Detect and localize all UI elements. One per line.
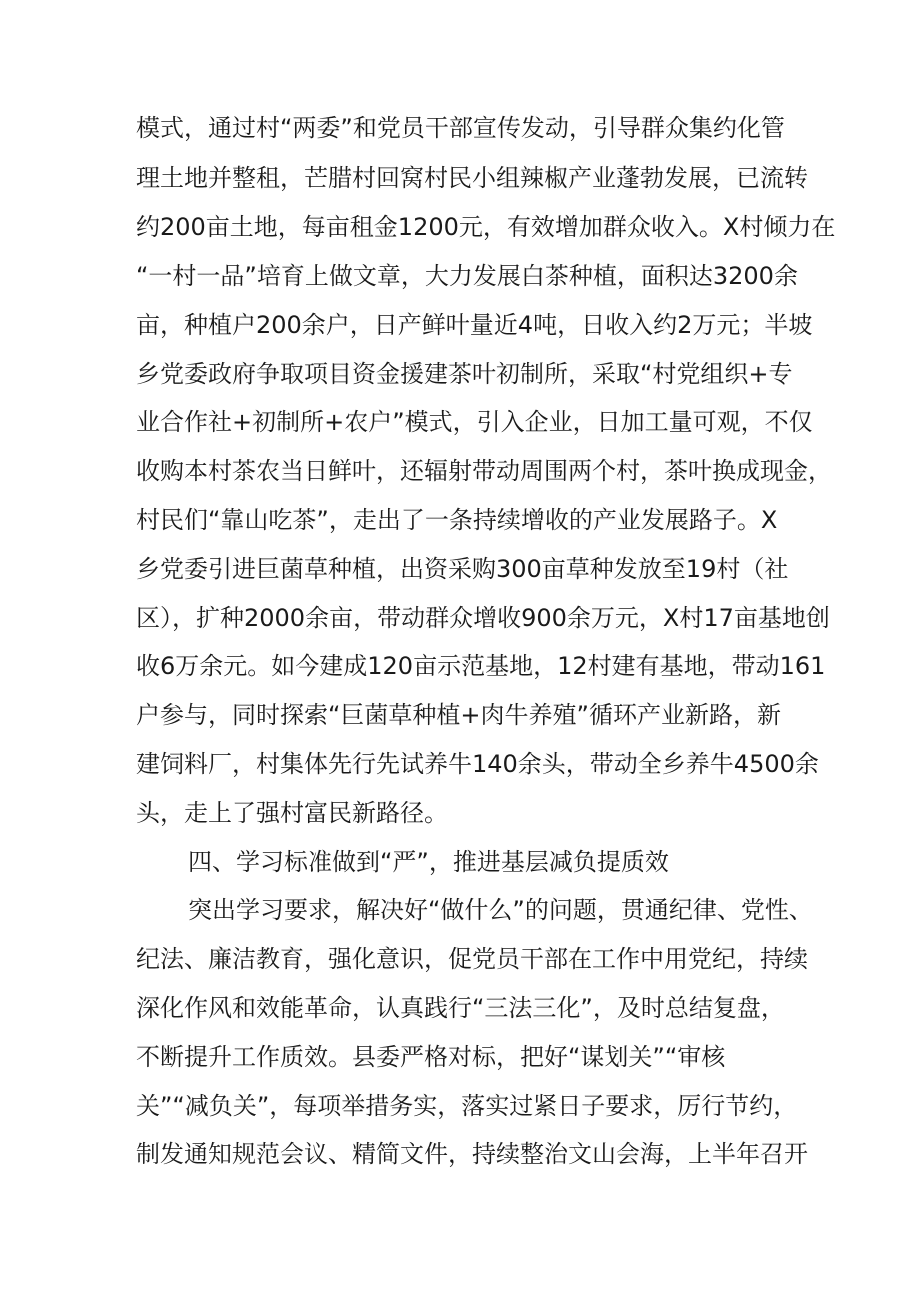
paragraph-line: 突出学习要求，解决好“做什么”的问题，贯通纪律、党性、 xyxy=(188,896,813,924)
paragraph-line: 头，走上了强村富民新路径。 xyxy=(136,799,448,827)
paragraph-line: 业合作社+初制所+农户”模式，引入企业，日加工量可观，不仅 xyxy=(136,408,813,436)
paragraph-line: 区），扩种2000余亩，带动群众增收900余万元，X村17亩基地创 xyxy=(136,604,830,632)
paragraph-line: 亩，种植户200余户，日产鲜叶量近4吨，日收入约2万元；半坡 xyxy=(136,311,813,339)
paragraph-line: 村民们“靠山吃茶”，走出了一条持续增收的产业发展路子。X xyxy=(136,506,778,534)
paragraph-line: 约200亩土地，每亩租金1200元，有效增加群众收入。X村倾力在 xyxy=(136,213,836,241)
paragraph-line: 关”“减负关”，每项举措务实，落实过紧日子要求，厉行节约， xyxy=(136,1092,798,1120)
paragraph-line: 乡党委政府争取项目资金援建茶叶初制所，采取“村党组织+专 xyxy=(136,360,793,388)
paragraph-line: 不断提升工作质效。县委严格对标，把好“谋划关”“审核 xyxy=(136,1043,726,1071)
paragraph-line: “一村一品”培育上做文章，大力发展白茶种植，面积达3200余 xyxy=(136,262,798,290)
paragraph-line: 制发通知规范会议、精简文件，持续整治文山会海，上半年召开 xyxy=(136,1140,808,1168)
paragraph-line: 乡党委引进巨菌草种植，出资采购300亩草种发放至19村（社 xyxy=(136,555,789,583)
paragraph-line: 纪法、廉洁教育，强化意识，促党员干部在工作中用党纪，持续 xyxy=(136,945,808,973)
paragraph-line: 收购本村茶农当日鲜叶，还辐射带动周围两个村，茶叶换成现金， xyxy=(136,457,832,485)
paragraph-line: 模式，通过村“两委”和党员干部宣传发动，引导群众集约化管 xyxy=(136,114,785,142)
paragraph-line: 收6万余元。如今建成120亩示范基地，12村建有基地，带动161 xyxy=(136,652,826,680)
paragraph-line: 理土地并整租，芒腊村回窝村民小组辣椒产业蓬勃发展，已流转 xyxy=(136,164,808,192)
paragraph-line: 户参与，同时探索“巨菌草种植+肉牛养殖”循环产业新路，新 xyxy=(136,701,781,729)
paragraph-line: 建饲料厂，村集体先行先试养牛140余头，带动全乡养牛4500余 xyxy=(136,750,819,778)
paragraph-line: 深化作风和效能革命，认真践行“三法三化”，及时总结复盘， xyxy=(136,994,785,1022)
section-heading: 四、学习标准做到“严”，推进基层减负提质效 xyxy=(188,848,669,876)
